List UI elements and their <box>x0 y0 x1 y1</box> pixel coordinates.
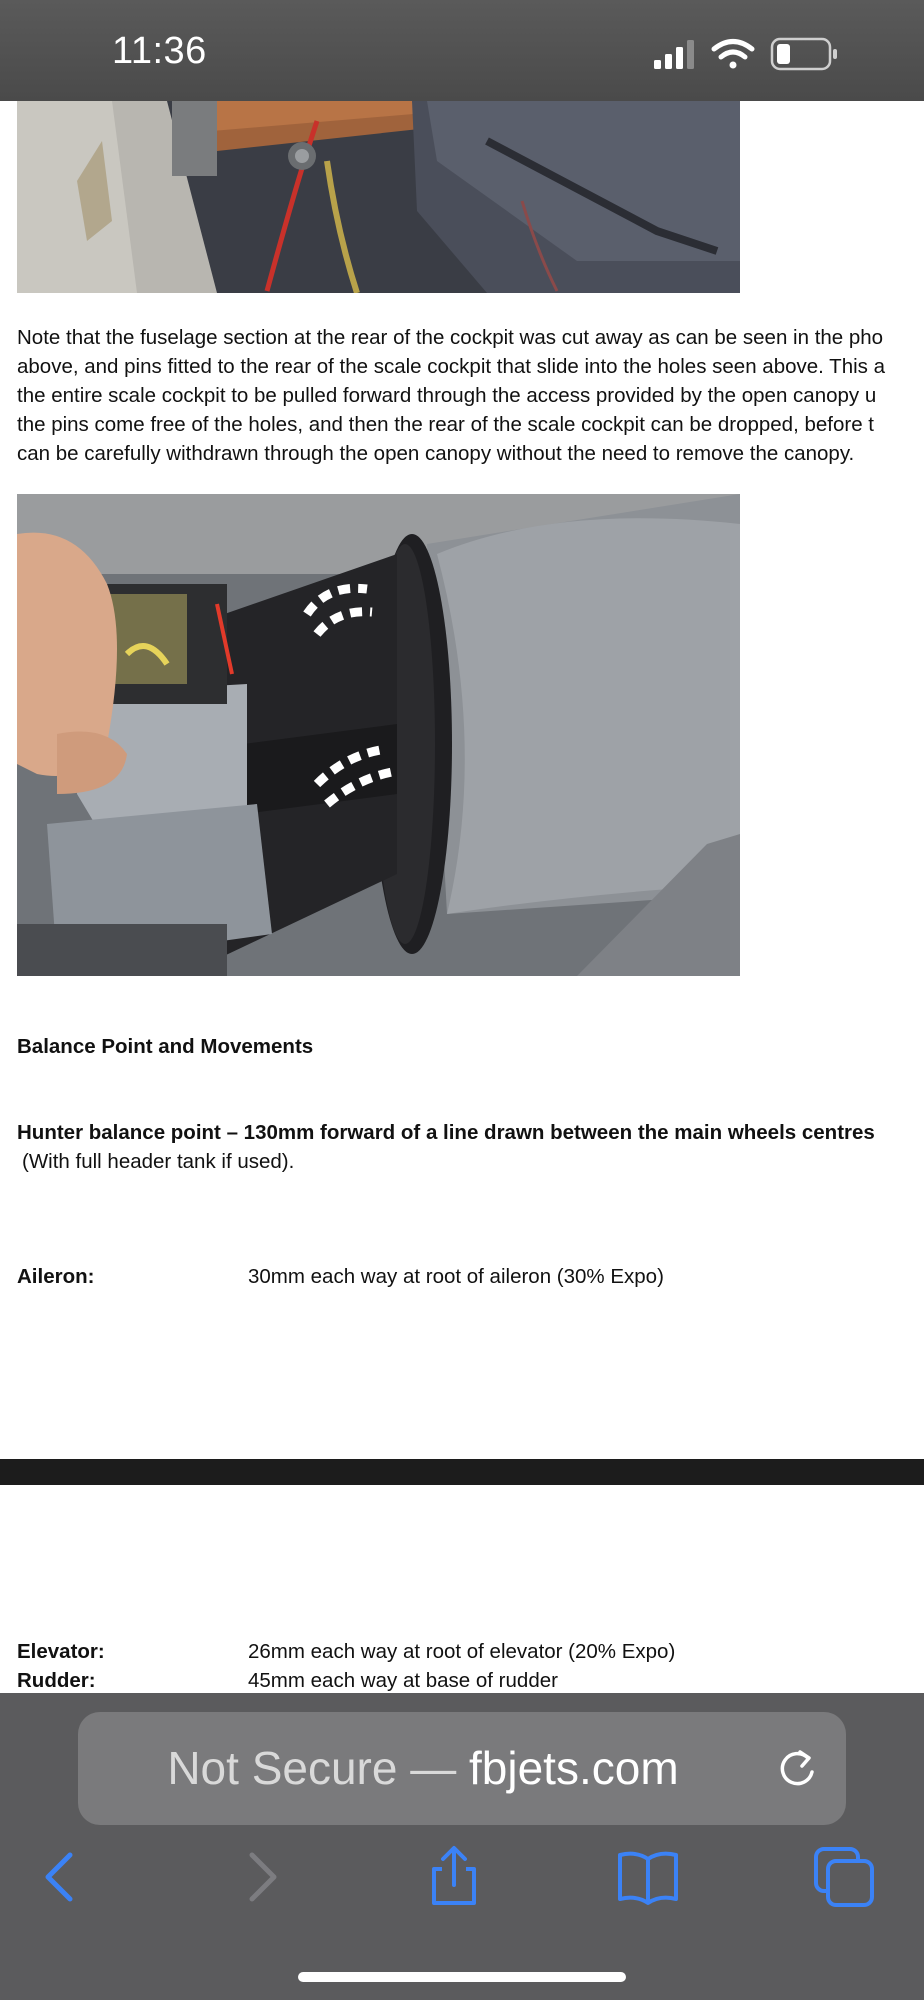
section-heading: Balance Point and Movements <box>17 1035 314 1058</box>
status-bar <box>0 0 924 101</box>
document-page[interactable] <box>0 101 924 1693</box>
status-time: 11:36 <box>112 30 207 72</box>
balance-point-note: (With full header tank if used). <box>22 1150 295 1173</box>
body-paragraph <box>17 323 924 468</box>
rudder-value: 45mm each way at base of rudder <box>248 1669 558 1692</box>
security-label: Not Secure — <box>167 1742 470 1794</box>
battery-icon <box>772 39 837 69</box>
aileron-value: 30mm each way at root of aileron (30% Expo) <box>248 1265 664 1288</box>
cockpit-photo-withdrawn <box>17 494 740 976</box>
aileron-label: Aileron: <box>17 1265 95 1288</box>
wifi-icon <box>714 42 752 69</box>
address-bar[interactable] <box>78 1712 846 1825</box>
url-domain: fbjets.com <box>469 1742 679 1794</box>
home-indicator[interactable] <box>298 1972 626 1982</box>
reload-icon[interactable] <box>774 1746 820 1792</box>
forward-icon[interactable] <box>230 1845 294 1909</box>
elevator-value: 26mm each way at root of elevator (20% Expo) <box>248 1640 676 1663</box>
elevator-label: Elevator: <box>17 1640 105 1663</box>
rudder-label: Rudder: <box>17 1669 96 1692</box>
address-text[interactable] <box>78 1712 768 1825</box>
paragraph-line: can be carefully withdrawn through the open canopy without the need to remove the canopy. <box>17 442 855 465</box>
balance-point-line: Hunter balance point – 130mm forward of a line drawn between the main wheels centres <box>17 1121 875 1144</box>
paragraph-line: the pins come free of the holes, and then the rear of the scale cockpit can be dropped, before t <box>17 413 874 436</box>
tabs-icon[interactable] <box>812 1845 876 1909</box>
cockpit-photo-top <box>17 101 740 293</box>
paragraph-line: the entire scale cockpit to be pulled forward through the access provided by the open canopy u <box>17 384 877 407</box>
bookmarks-icon[interactable] <box>616 1845 680 1909</box>
paragraph-line: above, and pins fitted to the rear of the scale cockpit that slide into the holes seen above. This a <box>17 355 885 378</box>
status-icons <box>644 36 864 72</box>
paragraph-line: Note that the fuselage section at the rear of the cockpit was cut away as can be seen in the pho <box>17 326 884 349</box>
signal-icon <box>654 40 694 69</box>
browser-bottom-bar <box>0 1693 924 2000</box>
back-icon[interactable] <box>28 1845 92 1909</box>
page-break <box>0 1459 924 1485</box>
share-icon[interactable] <box>422 1845 486 1909</box>
